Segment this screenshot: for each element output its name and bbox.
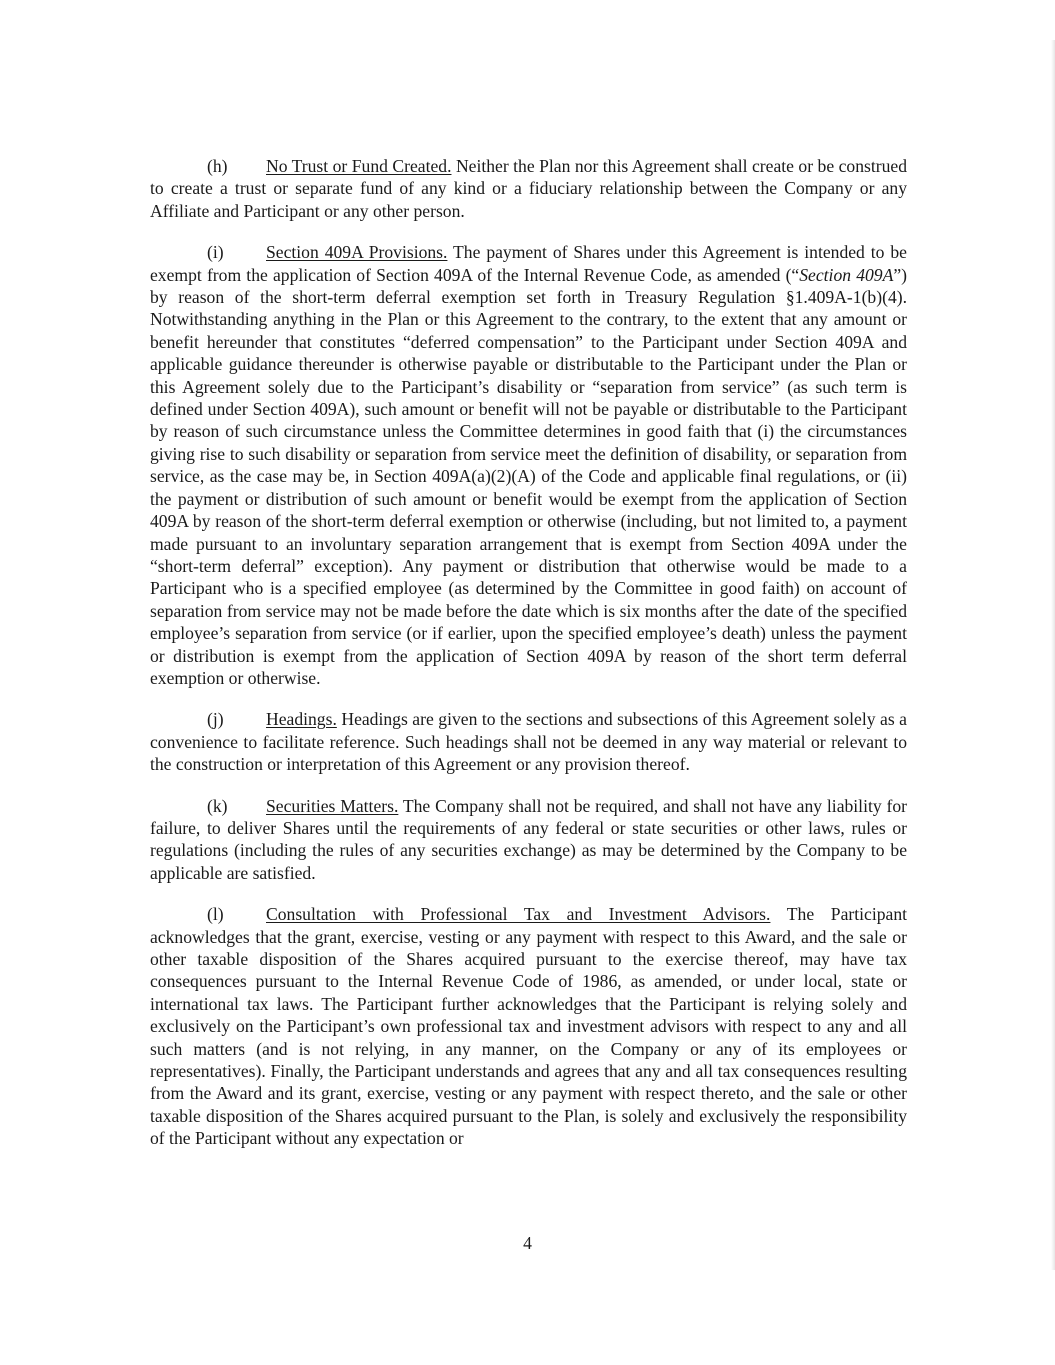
paragraph-text: The payment of Shares under this Agreement is intended to be exempt from the application of Section 409A of the Internal Revenue Code, as amended (“	[150, 242, 907, 285]
paragraph-heading: Consultation with Professional Tax and Investment Advisors.	[266, 904, 771, 925]
document-body	[150, 155, 907, 1169]
paragraph-h	[150, 155, 907, 222]
paragraph-j	[150, 708, 907, 775]
paragraph-l	[150, 903, 907, 1149]
paragraph-heading: Securities Matters.	[266, 795, 399, 816]
paragraph-text: The Company shall not be required, and shall not have any liability for failure, to deliver Shares until the requirements of any federal or state securities or other laws, rules or regulations (including the rules of any securities exchange) as may be determined by the Company to be applicable are satisfied.	[150, 795, 907, 883]
paragraph-heading: Headings.	[266, 709, 337, 730]
paragraph-heading: No Trust or Fund Created.	[266, 156, 452, 176]
paragraph-label: (i)	[207, 242, 224, 263]
paragraph-label: (l)	[207, 904, 224, 925]
paragraph-k	[150, 795, 907, 885]
paragraph-heading: Section 409A Provisions.	[266, 242, 448, 263]
paragraph-label: (k)	[207, 795, 228, 816]
paragraph-text: Neither the Plan nor this Agreement shall create or be construed to create a trust or separate fund of any kind or a fiduciary relationship between the Company or any Affiliate and Participant or any other person.	[150, 156, 908, 221]
defined-term: Section 409A	[799, 264, 894, 285]
paragraph-text: The Participant acknowledges that the grant, exercise, vesting or any payment with respect to this Award, and the sale or other taxable disposition of the Shares acquired pursuant to the exercise thereof, may have tax consequences pursuant to the Internal Revenue Code of 1986, as amended, or under local, state or international tax laws. The Participant further acknowledges that the Participant is relying solely and exclusively on the Participant’s own professional tax and investment advisors with respect to any and all such matters (and is not relying, in any manner, on the Company or any of its employees or representatives). Finally, the Participant understands and agrees that any and all tax consequences resulting from the Award and its grant, exercise, vesting or any payment with respect thereto, and the sale or other taxable disposition of the Shares acquired pursuant to the Plan, is solely and exclusively the responsibility of the Participant without any expectation or	[150, 904, 907, 1149]
paragraph-label: (j)	[207, 709, 224, 730]
page-edge-shadow	[1051, 40, 1055, 1270]
paragraph-text: Headings are given to the sections and subsections of this Agreement solely as a convenience to facilitate reference. Such headings shall not be deemed in any way material or relevant to the construction or interpretation of this Agreement or any provision thereof.	[150, 709, 907, 775]
paragraph-text: ”) by reason of the short-term deferral exemption set forth in Treasury Regulation §1.409A-1(b)(4). Notwithstanding anything in the Plan or this Agreement to the contrary, to the extent that any amount or benefit hereunder that constitutes “deferred compensation” to the Participant under Section 409A and applicable guidance thereunder is otherwise payable or distributable to the Participant under the Plan or this Agreement solely due to the Participant’s disability or “separation from service” (as such term is defined under Section 409A), such amount or benefit will not be payable or distributable to the Participant by reason of such circumstance unless the Committee determines in good faith that (i) the circumstances giving rise to such disability or separation from service meet the definition of disability, or separation from service, as the case may be, in Section 409A(a)(2)(A) of the Code and applicable final regulations, or (ii) the payment or distribution of such amount or benefit would be exempt from the application of Section 409A by reason of the short-term deferral exemption or otherwise (including, but not limited to, a payment made pursuant to an involuntary separation arrangement that is exempt from Section 409A under the “short-term deferral” exception). Any payment or distribution that otherwise would be made to a Participant who is a specified employee (as determined by the Committee in good faith) on account of separation from service may not be made before the date which is six months after the date of the specified employee’s separation from service (or if earlier, upon the specified employee’s death) unless the payment or distribution is exempt from the application of Section 409A by reason of the short term deferral exemption or otherwise.	[150, 264, 908, 688]
paragraph-i	[150, 241, 907, 689]
page-number: 4	[523, 1233, 532, 1253]
paragraph-label: (h)	[207, 156, 228, 176]
